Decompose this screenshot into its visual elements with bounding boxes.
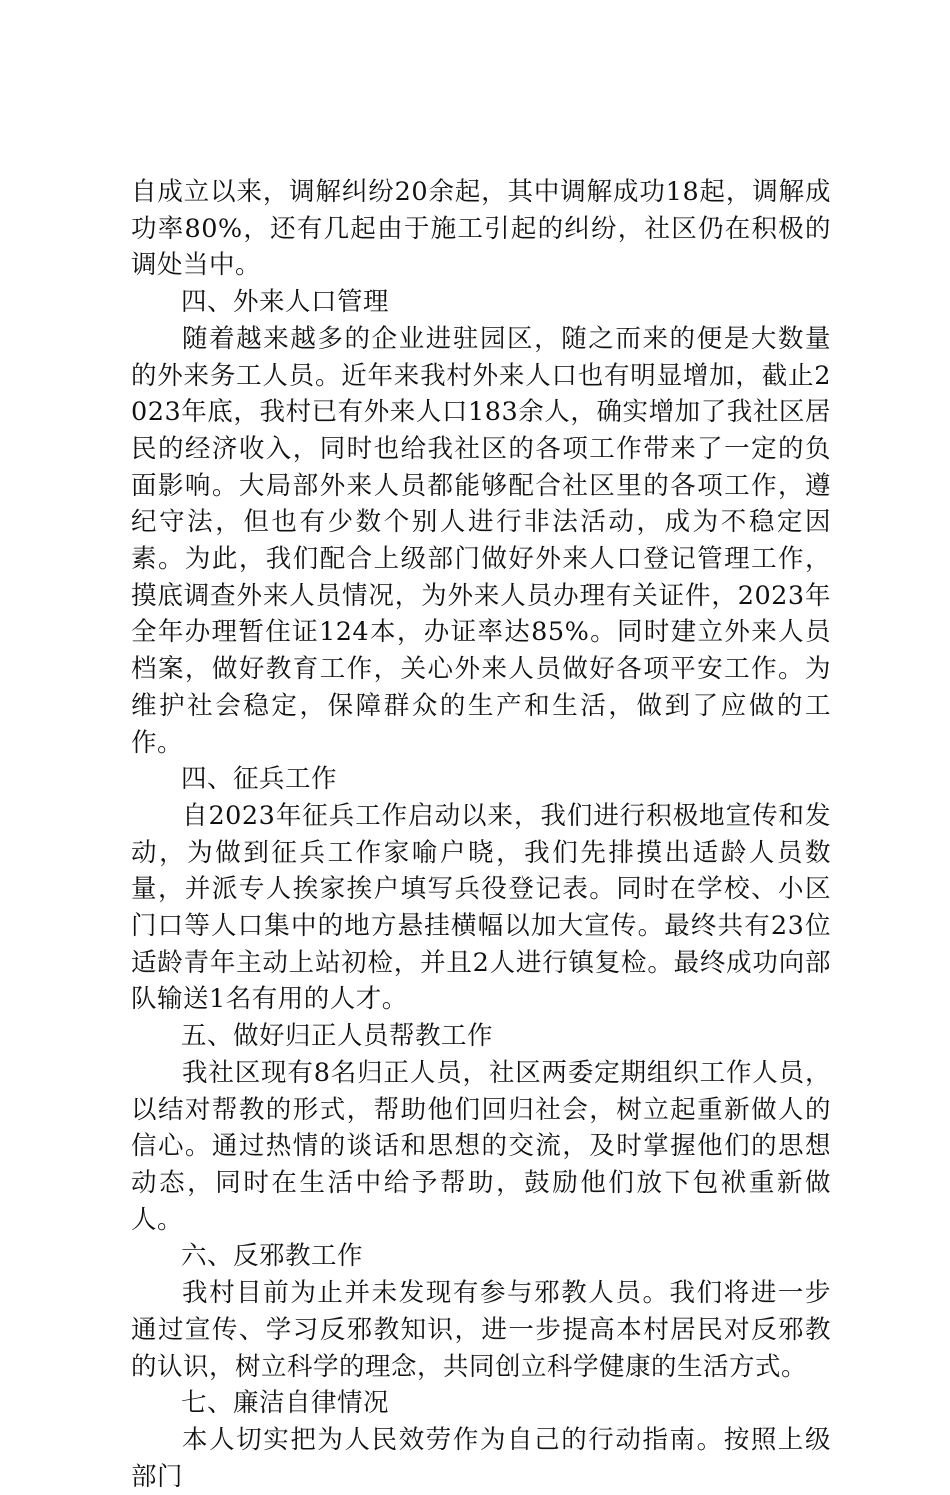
paragraph-migrant-population: 随着越来越多的企业进驻园区，随之而来的便是大数量的外来务工人员。近年来我村外来人口也有明显增加，截止2023年底，我村已有外来人口183余人，确实增加了我社区居民的经济收入，同时也给我社区的各项工作带来了一定的负面影响。大局部外来人员都能够配合社区里的各项工作，遵纪守法，但也有少数个别人进行非法活动，成为不稳定因素。为此，我们配合上级部门做好外来人口登记管理工作，摸底调查外来人员情况，为外来人员办理有关证件，2023年全年办理暂住证124本，办证率达85%。同时建立外来人员档案，做好教育工作，关心外来人员做好各项平安工作。为维护社会稳定，保障群众的生产和生活，做到了应做的工作。	[131, 323, 831, 758]
document-body	[131, 174, 831, 1495]
heading-rehabilitation: 五、做好归正人员帮教工作	[181, 1021, 494, 1052]
paragraph-mediation-continued: 自成立以来，调解纠纷20余起，其中调解成功18起，调解成功率80%，还有几起由于施工引起的纠纷，社区仍在积极的调处当中。	[131, 177, 831, 281]
paragraph-conscription: 自2023年征兵工作启动以来，我们进行积极地宣传和发动，为做到征兵工作家喻户晓，我们先排摸出适龄人员数量，并派专人挨家挨户填写兵役登记表。同时在学校、小区门口等人口集中的地方悬挂横幅以加大宣传。最终共有23位适龄青年主动上站初检，并且2人进行镇复检。最终成功向部队输送1名有用的人才。	[131, 800, 831, 1015]
paragraph-anti-cult: 我村目前为止并未发现有参与邪教人员。我们将进一步通过宣传、学习反邪教知识，进一步提高本村居民对反邪教的认识，树立科学的理念，共同创立科学健康的生活方式。	[131, 1278, 831, 1382]
heading-integrity: 七、廉洁自律情况	[181, 1388, 390, 1419]
paragraph-integrity: 本人切实把为人民效劳作为自己的行动指南。按照上级部门	[131, 1424, 831, 1492]
heading-conscription: 四、征兵工作	[181, 764, 338, 795]
heading-migrant-population: 四、外来人口管理	[181, 287, 390, 318]
heading-anti-cult: 六、反邪教工作	[181, 1241, 364, 1272]
paragraph-rehabilitation: 我社区现有8名归正人员，社区两委定期组织工作人员，以结对帮教的形式，帮助他们回归社会，树立起重新做人的信心。通过热情的谈话和思想的交流，及时掌握他们的思想动态，同时在生活中给予帮助，鼓励他们放下包袱重新做人。	[131, 1057, 831, 1235]
